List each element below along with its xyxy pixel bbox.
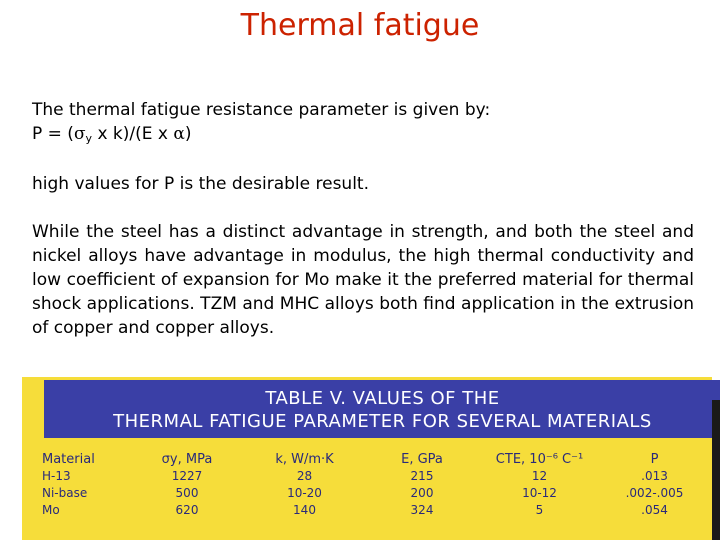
formula-prefix: P = ( bbox=[32, 124, 74, 144]
table-title-line2: THERMAL FATIGUE PARAMETER FOR SEVERAL MATERIALS bbox=[113, 411, 652, 432]
table-cell: 10-12 bbox=[522, 486, 557, 500]
table-cell: .013 bbox=[641, 469, 668, 483]
table-cell: 5 bbox=[535, 503, 544, 517]
table-row bbox=[42, 485, 707, 502]
table-cell: 620 bbox=[175, 503, 199, 517]
col-header-yield-strength: σy, MPa bbox=[161, 452, 213, 467]
col-header-cte: CTE, 10⁻⁶ C⁻¹ bbox=[495, 452, 584, 467]
table-cell: 140 bbox=[293, 503, 316, 517]
sigma-subscript: y bbox=[85, 132, 93, 145]
slide-title: Thermal fatigue bbox=[240, 8, 480, 43]
table-cell: 215 bbox=[410, 469, 434, 483]
table-image-edge bbox=[712, 400, 720, 540]
table-cell: .002-.005 bbox=[625, 486, 684, 500]
formula-middle: x k)/(E x bbox=[92, 124, 174, 144]
table-image bbox=[22, 377, 712, 540]
table-cell: 200 bbox=[410, 486, 434, 500]
col-header-conductivity: k, W/m·K bbox=[275, 452, 334, 467]
alpha-symbol: α bbox=[173, 124, 185, 144]
table-cell: Mo bbox=[42, 503, 60, 517]
col-header-parameter: P bbox=[650, 452, 659, 467]
table-cell: H-13 bbox=[42, 469, 71, 483]
sigma-symbol: σ bbox=[73, 124, 86, 144]
comparison-paragraph: While the steel has a distinct advantage in strength, and both the steel and nickel alloys have advantage in modulus, the high thermal conductivity and low coefficient of expansion for Mo make it the preferred material for thermal shock applications. TZM and MHC alloys both find application in the extrusion of copper and copper alloys. bbox=[32, 222, 694, 338]
formula-suffix: ) bbox=[184, 124, 192, 144]
col-header-modulus: E, GPa bbox=[401, 452, 443, 467]
table-cell: 10-20 bbox=[287, 486, 322, 500]
table-row bbox=[42, 502, 707, 519]
formula-block bbox=[32, 98, 694, 151]
table-header-row bbox=[42, 451, 707, 468]
formula-line bbox=[32, 122, 694, 151]
table-cell: 500 bbox=[175, 486, 199, 500]
table-cell: 324 bbox=[410, 503, 434, 517]
table-cell: .054 bbox=[641, 503, 668, 517]
table-title-line1: TABLE V. VALUES OF THE bbox=[265, 388, 500, 409]
table-cell: 28 bbox=[296, 469, 313, 483]
col-header-material: Material bbox=[42, 452, 95, 467]
table-cell: 12 bbox=[531, 469, 548, 483]
table-cell: Ni-base bbox=[42, 486, 88, 500]
table-header-banner bbox=[44, 380, 720, 438]
table-cell: 1227 bbox=[171, 469, 203, 483]
table-row bbox=[42, 468, 707, 485]
desirable-result-text: high values for P is the desirable result. bbox=[32, 174, 369, 194]
thermal-fatigue-table bbox=[42, 451, 707, 519]
intro-line: The thermal fatigue resistance parameter is given by: bbox=[32, 100, 491, 120]
